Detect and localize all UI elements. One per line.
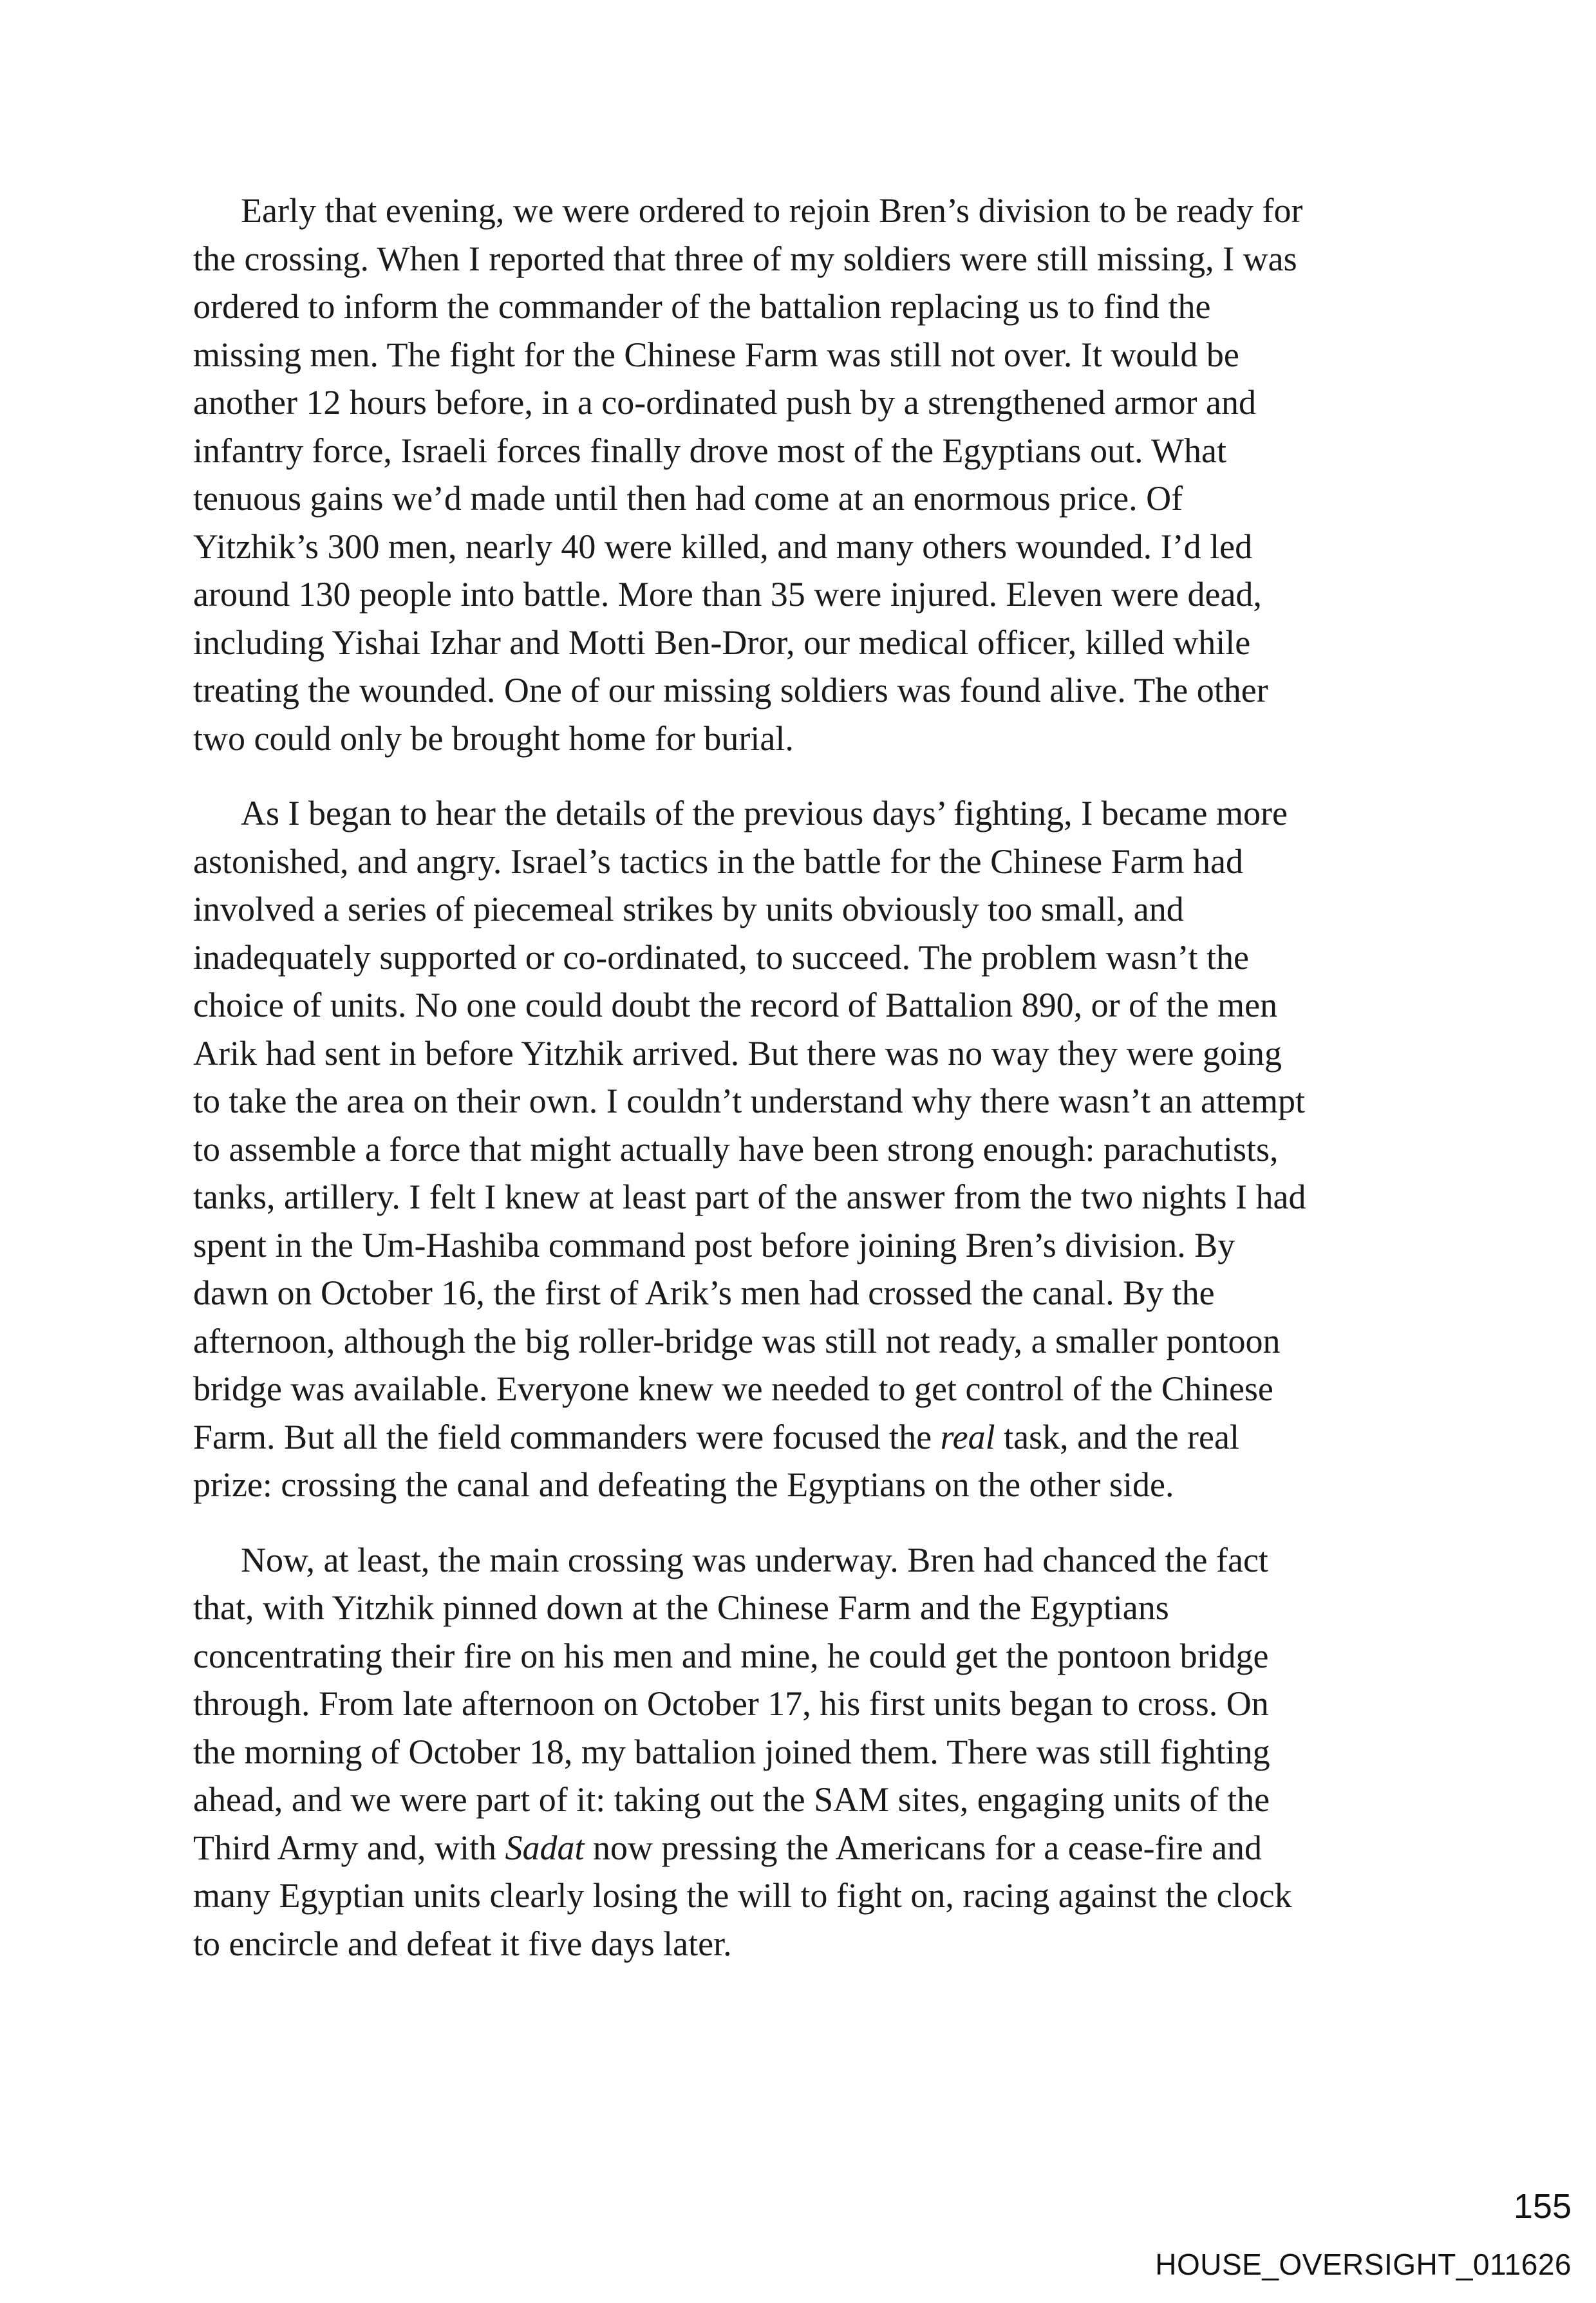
text-line: treating the wounded. One of our missing soldiers was found alive. The other bbox=[193, 671, 1268, 710]
text-line: Arik had sent in before Yitzhik arrived. But there was no way they were going bbox=[193, 1033, 1282, 1073]
text-line: Yitzhik’s 300 men, nearly 40 were killed, and many others wounded. I’d led bbox=[193, 527, 1253, 566]
text-line: Now, at least, the main crossing was underway. Bren had chanced the fact bbox=[241, 1540, 1268, 1579]
text-line: tanks, artillery. I felt I knew at least part of the answer from the two nights I had bbox=[193, 1178, 1306, 1216]
text-line: to encircle and defeat it five days later. bbox=[193, 1924, 732, 1963]
text-line: As I began to hear the details of the previous days’ fighting, I became more bbox=[241, 794, 1288, 832]
text-line-with-italic bbox=[193, 1824, 1416, 1872]
text-line: tenuous gains we’d made until then had come at an enormous price. Of bbox=[193, 479, 1183, 518]
text-run: now pressing the Americans for a cease-fire and bbox=[584, 1828, 1263, 1867]
text-line: missing men. The fight for the Chinese Farm was still not over. It would be bbox=[193, 335, 1239, 374]
text-run: Farm. But all the field commanders were focused the bbox=[193, 1417, 941, 1456]
text-line: spent in the Um-Hashiba command post before joining Bren’s division. By bbox=[193, 1225, 1235, 1264]
text-line: ordered to inform the commander of the battalion replacing us to find the bbox=[193, 287, 1211, 326]
text-line: to assemble a force that might actually have been strong enough: parachutists, bbox=[193, 1129, 1279, 1169]
italic-word: real bbox=[940, 1417, 995, 1456]
text-line: another 12 hours before, in a co-ordinated push by a strengthened armor and bbox=[193, 383, 1256, 422]
text-line: choice of units. No one could doubt the record of Battalion 890, or of the men bbox=[193, 986, 1278, 1024]
paragraph-1 bbox=[193, 187, 1416, 762]
text-line: afternoon, although the big roller-bridge was still not ready, a smaller pontoon bbox=[193, 1321, 1281, 1360]
text-line: through. From late afternoon on October 17, his first units began to cross. On bbox=[193, 1684, 1269, 1723]
text-line: two could only be brought home for burial. bbox=[193, 719, 794, 758]
text-line: that, with Yitzhik pinned down at the Chinese Farm and the Egyptians bbox=[193, 1588, 1169, 1627]
text-line-with-italic bbox=[193, 1413, 1416, 1462]
text-line: dawn on October 16, the first of Arik’s men had crossed the canal. By the bbox=[193, 1274, 1215, 1312]
text-line: including Yishai Izhar and Motti Ben-Dror, our medical officer, killed while bbox=[193, 623, 1251, 662]
text-line: infantry force, Israeli forces finally drove most of the Egyptians out. What bbox=[193, 431, 1226, 470]
text-line: inadequately supported or co-ordinated, to succeed. The problem wasn’t the bbox=[193, 937, 1249, 977]
paragraph-2 bbox=[193, 789, 1416, 1509]
bates-number: HOUSE_OVERSIGHT_011626 bbox=[1155, 2248, 1572, 2281]
text-line: to take the area on their own. I couldn’t understand why there wasn’t an attempt bbox=[193, 1082, 1305, 1120]
text-line: Early that evening, we were ordered to rejoin Bren’s division to be ready for bbox=[241, 191, 1303, 230]
text-line: the crossing. When I reported that three of my soldiers were still missing, I was bbox=[193, 239, 1297, 278]
text-line: bridge was available. Everyone knew we needed to get control of the Chinese bbox=[193, 1369, 1273, 1408]
paragraph-3 bbox=[193, 1536, 1416, 1968]
text-line: prize: crossing the canal and defeating the Egyptians on the other side. bbox=[193, 1465, 1174, 1504]
text-line: many Egyptian units clearly losing the will to fight on, racing against the clock bbox=[193, 1876, 1292, 1915]
text-run: Third Army and, with bbox=[193, 1828, 505, 1867]
body-text bbox=[193, 187, 1416, 1995]
page-number: 155 bbox=[1513, 2187, 1572, 2226]
text-run: task, and the real bbox=[995, 1417, 1239, 1456]
text-line: concentrating their fire on his men and mine, he could get the pontoon bridge bbox=[193, 1636, 1269, 1675]
italic-word: Sadat bbox=[505, 1828, 585, 1867]
text-line: involved a series of piecemeal strikes by units obviously too small, and bbox=[193, 890, 1184, 928]
text-line: around 130 people into battle. More than 35 were injured. Eleven were dead, bbox=[193, 575, 1262, 614]
text-line: astonished, and angry. Israel’s tactics in the battle for the Chinese Farm had bbox=[193, 841, 1244, 881]
text-line: ahead, and we were part of it: taking out the SAM sites, engaging units of the bbox=[193, 1780, 1270, 1819]
text-line: the morning of October 18, my battalion joined them. There was still fighting bbox=[193, 1732, 1270, 1771]
